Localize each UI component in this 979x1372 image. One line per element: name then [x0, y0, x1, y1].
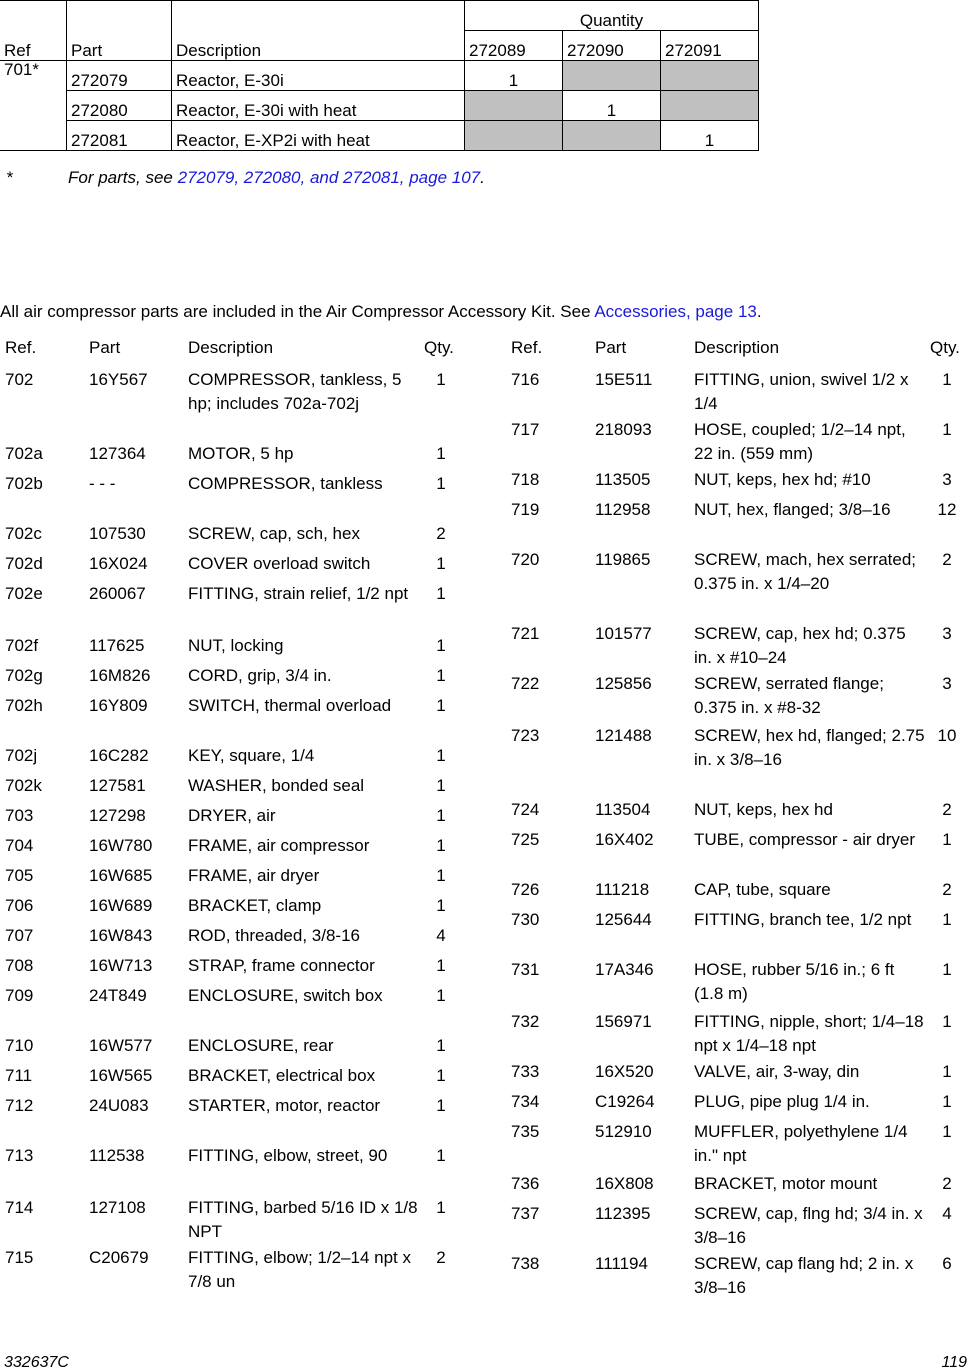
part-cell: - - -: [89, 474, 116, 493]
desc-cell: FITTING, strain relief, 1/2 npt: [188, 584, 409, 603]
qty-cell: 1: [436, 696, 446, 715]
ref-cell: 716: [511, 370, 540, 389]
part-cell: 16W713: [89, 956, 153, 975]
part-cell: 113504: [595, 800, 651, 819]
desc-cell: SCREW, cap, hex hd; 0.375 in. x #10–24: [694, 624, 906, 667]
desc-cell: COMPRESSOR, tankless: [188, 474, 383, 493]
qty-cell: 1: [436, 956, 446, 975]
desc-cell: COVER overload switch: [188, 554, 371, 573]
qty-cell: 2: [436, 524, 446, 543]
ref-cell: 710: [5, 1036, 34, 1055]
header-description: Description: [694, 338, 780, 357]
part-cell: 218093: [595, 420, 652, 439]
qty-cell: 12: [937, 500, 957, 519]
desc-cell: STRAP, frame connector: [188, 956, 375, 975]
ref-cell: 715: [5, 1248, 34, 1267]
ref-cell: 712: [5, 1096, 34, 1115]
ref-cell: 730: [511, 910, 540, 929]
qty-cell-shaded: [465, 121, 563, 151]
header-ref: Ref.: [5, 338, 37, 357]
part-cell: 16X520: [595, 1062, 654, 1081]
qty-cell-shaded: [465, 91, 563, 121]
qty-cell: 1: [942, 1012, 952, 1031]
part-cell: 111194: [595, 1254, 648, 1273]
part-cell: 127364: [89, 444, 146, 463]
qty-cell-shaded: [661, 61, 759, 91]
accessories-link[interactable]: Accessories, page 13: [594, 302, 757, 321]
desc-cell: PLUG, pipe plug 1/4 in.: [694, 1092, 870, 1111]
desc-cell: STARTER, motor, reactor: [188, 1096, 381, 1115]
part-cell: 16X808: [595, 1174, 654, 1193]
qty-cell: 1: [436, 1066, 446, 1085]
part-cell: 112538: [89, 1146, 145, 1165]
desc-cell: SWITCH, thermal overload: [188, 696, 392, 715]
desc-cell: CORD, grip, 3/4 in.: [188, 666, 332, 685]
col-part: Part: [67, 1, 172, 61]
qty-cell: 1: [436, 370, 446, 389]
desc-cell: ROD, threaded, 3/8-16: [188, 926, 360, 945]
ref-cell: 717: [511, 420, 540, 439]
desc-cell: FRAME, air dryer: [188, 866, 320, 885]
desc-cell: BRACKET, clamp: [188, 896, 322, 915]
ref-cell: 702a: [5, 444, 43, 463]
footnote-star: *: [6, 168, 13, 187]
desc-cell: Reactor, E-30i with heat: [172, 91, 465, 121]
ref-cell: 723: [511, 726, 540, 745]
qty-cell: 3: [942, 624, 952, 643]
qty-cell: 1: [436, 666, 446, 685]
desc-cell: NUT, locking: [188, 636, 284, 655]
ref-cell: 702j: [5, 746, 38, 765]
ref-cell: 731: [511, 960, 540, 979]
ref-cell: 734: [511, 1092, 540, 1111]
desc-cell: MOTOR, 5 hp: [188, 444, 294, 463]
ref-cell: 702k: [5, 776, 42, 795]
part-cell: 121488: [595, 726, 652, 745]
header-ref: Ref.: [511, 338, 543, 357]
ref-cell: 702b: [5, 474, 43, 493]
qty-cell: 1: [436, 444, 446, 463]
part-cell: 125856: [595, 674, 652, 693]
desc-cell: SCREW, cap, sch, hex: [188, 524, 360, 543]
part-cell: 112395: [595, 1204, 651, 1223]
desc-cell: FITTING, branch tee, 1/2 npt: [694, 910, 912, 929]
col-272089: 272089: [465, 31, 563, 61]
part-cell: 113505: [595, 470, 651, 489]
ref-cell: 709: [5, 986, 34, 1005]
part-cell: 16Y809: [89, 696, 148, 715]
qty-cell: 1: [436, 776, 446, 795]
part-cell: 16W685: [89, 866, 153, 885]
part-cell: 127108: [89, 1198, 146, 1217]
ref-cell: 738: [511, 1254, 540, 1273]
desc-cell: BRACKET, motor mount: [694, 1174, 878, 1193]
desc-cell: FITTING, barbed 5/16 ID x 1/8 NPT: [188, 1198, 418, 1241]
desc-cell: MUFFLER, polyethylene 1/4 in." npt: [694, 1122, 908, 1165]
desc-cell: SCREW, serrated flange; 0.375 in. x #8-32: [694, 674, 884, 717]
qty-cell: 2: [942, 800, 952, 819]
part-cell: 272079: [67, 61, 172, 91]
qty-cell: 1: [436, 806, 446, 825]
ref-cell: 737: [511, 1204, 540, 1223]
desc-cell: FRAME, air compressor: [188, 836, 370, 855]
ref-cell: 702f: [5, 636, 39, 655]
qty-cell: 1: [942, 1122, 952, 1141]
desc-cell: SCREW, mach, hex serrated; 0.375 in. x 1/4–20: [694, 550, 917, 593]
qty-cell: 1: [436, 1096, 446, 1115]
qty-cell: 1: [942, 960, 952, 979]
footnote-text: For parts, see: [68, 168, 178, 187]
part-cell: 156971: [595, 1012, 652, 1031]
ref-cell: 724: [511, 800, 540, 819]
ref-cell: 735: [511, 1122, 540, 1141]
intro-text: [0, 302, 762, 322]
qty-cell: 1: [661, 121, 759, 151]
footnote: [6, 168, 485, 188]
ref-cell: 719: [511, 500, 540, 519]
desc-cell: WASHER, bonded seal: [188, 776, 365, 795]
qty-cell: 1: [436, 986, 446, 1005]
part-cell: 512910: [595, 1122, 652, 1141]
col-272091: 272091: [661, 31, 759, 61]
qty-cell: 1: [942, 1062, 952, 1081]
qty-cell-shaded: [563, 121, 661, 151]
desc-cell: SCREW, cap flang hd; 2 in. x 3/8–16: [694, 1254, 914, 1297]
header-description: Description: [188, 338, 274, 357]
part-cell: 16W780: [89, 836, 153, 855]
qty-cell: 1: [436, 896, 446, 915]
qty-cell: 1: [942, 910, 952, 929]
part-cell: 16W843: [89, 926, 153, 945]
desc-cell: CAP, tube, square: [694, 880, 831, 899]
qty-cell: 4: [942, 1204, 952, 1223]
ref-cell: 713: [5, 1146, 34, 1165]
page-number: 119: [941, 1354, 967, 1371]
desc-cell: NUT, keps, hex hd; #10: [694, 470, 871, 489]
ref-cell: 708: [5, 956, 34, 975]
ref-cell: 702d: [5, 554, 43, 573]
qty-cell: 1: [436, 1036, 446, 1055]
document-number: 332637C: [4, 1354, 69, 1371]
qty-cell: 10: [937, 726, 957, 745]
part-cell: 125644: [595, 910, 652, 929]
desc-cell: KEY, square, 1/4: [188, 746, 315, 765]
part-cell: 16W577: [89, 1036, 153, 1055]
qty-cell: 4: [436, 926, 446, 945]
quantity-group-header: Quantity: [465, 1, 759, 31]
part-cell: C20679: [89, 1248, 149, 1267]
qty-cell: 3: [942, 674, 952, 693]
part-cell: 127581: [89, 776, 146, 795]
desc-cell: NUT, hex, flanged; 3/8–16: [694, 500, 891, 519]
part-cell: 101577: [595, 624, 652, 643]
part-cell: 17A346: [595, 960, 654, 979]
intro-end: .: [756, 302, 762, 321]
desc-cell: FITTING, elbow, street, 90: [188, 1146, 388, 1165]
ref-cell: 711: [5, 1066, 33, 1085]
ref-cell: 721: [511, 624, 540, 643]
ref-cell: 702: [5, 370, 34, 389]
ref-cell: 702c: [5, 524, 42, 543]
qty-cell: 2: [942, 880, 952, 899]
desc-cell: SCREW, cap, flng hd; 3/4 in. x 3/8–16: [694, 1204, 923, 1247]
col-ref: Ref: [0, 1, 67, 61]
desc-cell: TUBE, compressor - air dryer: [694, 830, 916, 849]
header-part: Part: [595, 338, 627, 357]
desc-cell: FITTING, union, swivel 1/2 x 1/4: [694, 370, 909, 413]
part-cell: 24U083: [89, 1096, 149, 1115]
part-cell: 272081: [67, 121, 172, 151]
ref-cell: 702g: [5, 666, 43, 685]
footnote-end: .: [480, 168, 485, 187]
qty-cell: 1: [436, 1198, 446, 1217]
part-cell: 111218: [595, 880, 650, 899]
col-272090: 272090: [563, 31, 661, 61]
part-cell: 272080: [67, 91, 172, 121]
desc-cell: HOSE, coupled; 1/2–14 npt, 22 in. (559 mm): [694, 420, 906, 463]
ref-cell: 707: [5, 926, 34, 945]
qty-cell: 6: [942, 1254, 952, 1273]
part-cell: 107530: [89, 524, 146, 543]
header-qty: Qty.: [930, 338, 960, 357]
ref-cell: 736: [511, 1174, 540, 1193]
ref-701: 701*: [0, 61, 67, 151]
desc-cell: BRACKET, electrical box: [188, 1066, 376, 1085]
ref-cell: 725: [511, 830, 540, 849]
qty-cell: 1: [436, 836, 446, 855]
ref-cell: 704: [5, 836, 34, 855]
part-cell: 117625: [89, 636, 145, 655]
header-qty: Qty.: [424, 338, 454, 357]
desc-cell: ENCLOSURE, switch box: [188, 986, 383, 1005]
ref-cell: 706: [5, 896, 34, 915]
qty-cell: 1: [465, 61, 563, 91]
desc-cell: Reactor, E-30i: [172, 61, 465, 91]
part-cell: 16W565: [89, 1066, 153, 1085]
desc-cell: FITTING, nipple, short; 1/4–18 npt x 1/4–18 npt: [694, 1012, 924, 1055]
desc-cell: VALVE, air, 3-way, din: [694, 1062, 860, 1081]
qty-cell: 1: [436, 1146, 446, 1165]
part-cell: 119865: [595, 550, 651, 569]
part-cell: 15E511: [595, 370, 653, 389]
desc-cell: Reactor, E-XP2i with heat: [172, 121, 465, 151]
qty-cell: 1: [436, 866, 446, 885]
qty-cell: 1: [436, 584, 446, 603]
part-cell: C19264: [595, 1092, 655, 1111]
ref-cell: 733: [511, 1062, 540, 1081]
ref-cell: 718: [511, 470, 540, 489]
part-cell: 16W689: [89, 896, 153, 915]
part-cell: 16M826: [89, 666, 151, 685]
part-cell: 16X024: [89, 554, 148, 573]
ref-cell: 705: [5, 866, 34, 885]
desc-cell: SCREW, hex hd, flanged; 2.75 in. x 3/8–16: [694, 726, 925, 769]
part-cell: 16Y567: [89, 370, 148, 389]
desc-cell: NUT, keps, hex hd: [694, 800, 833, 819]
desc-cell: DRYER, air: [188, 806, 276, 825]
part-cell: 127298: [89, 806, 146, 825]
qty-cell: 1: [942, 420, 952, 439]
qty-cell: 2: [436, 1248, 446, 1267]
qty-cell: 2: [942, 550, 952, 569]
desc-cell: ENCLOSURE, rear: [188, 1036, 334, 1055]
footnote-link[interactable]: 272079, 272080, and 272081, page 107: [177, 168, 481, 187]
qty-cell: 1: [942, 1092, 952, 1111]
desc-cell: COMPRESSOR, tankless, 5 hp; includes 702a-702j: [188, 370, 402, 413]
ref-cell: 722: [511, 674, 540, 693]
qty-cell: 2: [942, 1174, 952, 1193]
qty-cell-shaded: [563, 61, 661, 91]
ref-cell: 702e: [5, 584, 43, 603]
qty-cell: 3: [942, 470, 952, 489]
ref-cell: 702h: [5, 696, 43, 715]
desc-cell: FITTING, elbow; 1/2–14 npt x 7/8 un: [188, 1248, 411, 1291]
part-cell: 24T849: [89, 986, 147, 1005]
part-cell: 16C282: [89, 746, 149, 765]
ref-cell: 720: [511, 550, 540, 569]
ref-cell: 732: [511, 1012, 540, 1031]
qty-cell: 1: [436, 554, 446, 573]
header-part: Part: [89, 338, 121, 357]
qty-cell-shaded: [661, 91, 759, 121]
part-cell: 260067: [89, 584, 146, 603]
qty-cell: 1: [436, 636, 446, 655]
qty-cell: 1: [563, 91, 661, 121]
ref-cell: 714: [5, 1198, 34, 1217]
ref-cell: 726: [511, 880, 540, 899]
quantity-table: [0, 0, 759, 151]
qty-cell: 1: [436, 746, 446, 765]
intro-body: All air compressor parts are included in the Air Compressor Accessory Kit. See: [0, 302, 595, 321]
qty-cell: 1: [942, 830, 952, 849]
desc-cell: HOSE, rubber 5/16 in.; 6 ft (1.8 m): [694, 960, 895, 1003]
qty-cell: 1: [436, 474, 446, 493]
part-cell: 16X402: [595, 830, 654, 849]
ref-cell: 703: [5, 806, 34, 825]
col-description: Description: [172, 1, 465, 61]
qty-cell: 1: [942, 370, 952, 389]
part-cell: 112958: [595, 500, 651, 519]
